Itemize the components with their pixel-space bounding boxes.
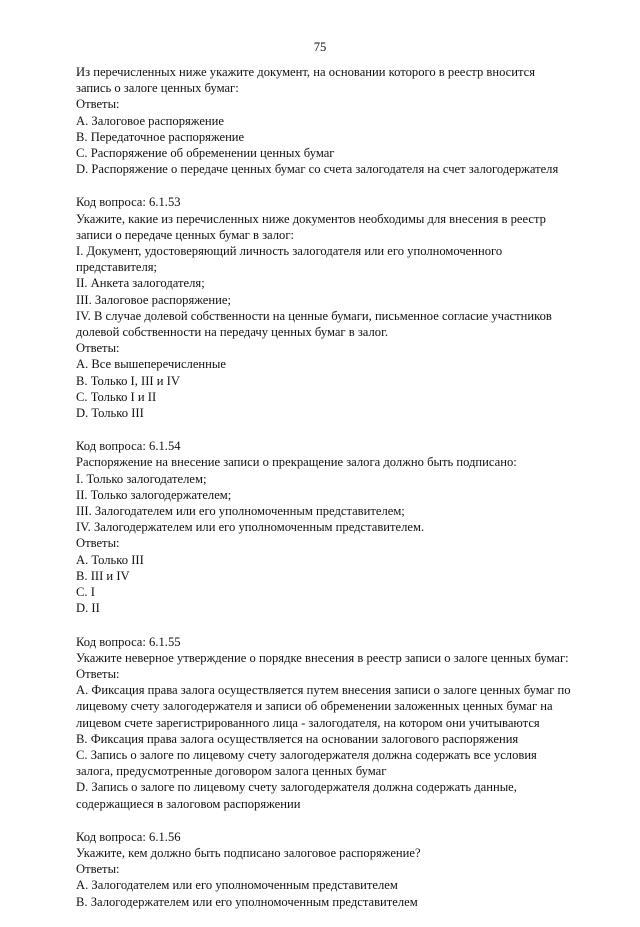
answer-option: залога, предусмотренные договором залога ценных бумаг xyxy=(76,764,387,779)
answer-option: A. Фиксация права залога осуществляется путем внесения записи о залоге ценных бумаг по xyxy=(76,683,571,698)
answer-option: C. Распоряжение об обременении ценных бумаг xyxy=(76,146,335,161)
statement-item: III. Залогодателем или его уполномоченным представителем; xyxy=(76,504,405,519)
statement-item: I. Только залогодателем; xyxy=(76,471,207,486)
question-text-line: записи о передаче ценных бумаг в залог: xyxy=(76,227,294,242)
answer-option: A. Залогодателем или его уполномоченным представителем xyxy=(76,878,398,893)
question-block xyxy=(76,64,590,177)
answer-option: B. Фиксация права залога осуществляется на основании залогового распоряжения xyxy=(76,731,519,746)
question-text-line: Распоряжение на внесение записи о прекращение залога должно быть подписано: xyxy=(76,455,517,470)
answer-option: A. Все вышеперечисленные xyxy=(76,357,226,372)
answer-option: D. Только III xyxy=(76,406,144,421)
answers-label: Ответы: xyxy=(76,97,120,112)
statement-item: представителя; xyxy=(76,260,158,275)
answer-option: B. Передаточное распоряжение xyxy=(76,129,245,144)
question-text-line: запись о залоге ценных бумаг: xyxy=(76,81,239,96)
statement-item: I. Документ, удостоверяющий личность залогодателя или его уполномоченного xyxy=(76,244,503,259)
question-code: Код вопроса: 6.1.54 xyxy=(76,439,181,454)
question-block xyxy=(76,634,590,812)
statement-item: долевой собственности на передачу ценных бумаг в залог. xyxy=(76,325,388,340)
question-text-line: Укажите неверное утверждение о порядке внесения в реестр записи о залоге ценных бумаг: xyxy=(76,650,569,665)
answer-option: лицевом счете зарегистрированного лица - залогодателя, на котором они учитываются xyxy=(76,715,540,730)
question-text-line: Укажите, какие из перечисленных ниже документов необходимы для внесения в реестр xyxy=(76,211,546,226)
answer-option: B. Залогодержателем или его уполномоченным представителем xyxy=(76,894,418,909)
answers-label: Ответы: xyxy=(76,862,120,877)
question-block xyxy=(76,194,590,421)
answer-option: C. Только I и II xyxy=(76,389,157,404)
statement-item: II. Только залогодержателем; xyxy=(76,487,232,502)
question-block xyxy=(76,829,590,910)
answer-option: A. Только III xyxy=(76,552,144,567)
answer-option: B. III и IV xyxy=(76,568,130,583)
question-code: Код вопроса: 6.1.55 xyxy=(76,634,181,649)
statement-item: IV. Залогодержателем или его уполномоченным представителем. xyxy=(76,520,425,535)
answers-label: Ответы: xyxy=(76,666,120,681)
question-code: Код вопроса: 6.1.56 xyxy=(76,829,181,844)
answer-option: содержащиеся в залоговом распоряжении xyxy=(76,796,301,811)
answers-label: Ответы: xyxy=(76,536,120,551)
answer-option: D. Запись о залоге по лицевому счету залогодержателя должна содержать данные, xyxy=(76,780,517,795)
question-text-line: Укажите, кем должно быть подписано залоговое распоряжение? xyxy=(76,845,421,860)
question-text-line: Из перечисленных ниже укажите документ, на основании которого в реестр вносится xyxy=(76,65,536,79)
answer-option: A. Залоговое распоряжение xyxy=(76,113,224,128)
question-code: Код вопроса: 6.1.53 xyxy=(76,195,181,210)
answer-option: лицевому счету залогодержателя и записи об обременении заложенных ценных бумаг на xyxy=(76,699,553,714)
page-number: 75 xyxy=(313,40,327,54)
answer-option: C. I xyxy=(76,585,95,600)
answer-option: D. Распоряжение о передаче ценных бумаг со счета залогодателя на счет залогодержателя xyxy=(76,162,559,177)
answer-option: D. II xyxy=(76,601,100,616)
statement-item: III. Залоговое распоряжение; xyxy=(76,292,231,307)
answer-option: B. Только I, III и IV xyxy=(76,373,180,388)
question-block xyxy=(76,438,590,616)
page-content xyxy=(76,64,590,927)
answers-label: Ответы: xyxy=(76,341,120,356)
statement-item: II. Анкета залогодателя; xyxy=(76,276,205,291)
statement-item: IV. В случае долевой собственности на ценные бумаги, письменное согласие участников xyxy=(76,308,552,323)
answer-option: C. Запись о залоге по лицевому счету залогодержателя должна содержать все условия xyxy=(76,747,537,762)
